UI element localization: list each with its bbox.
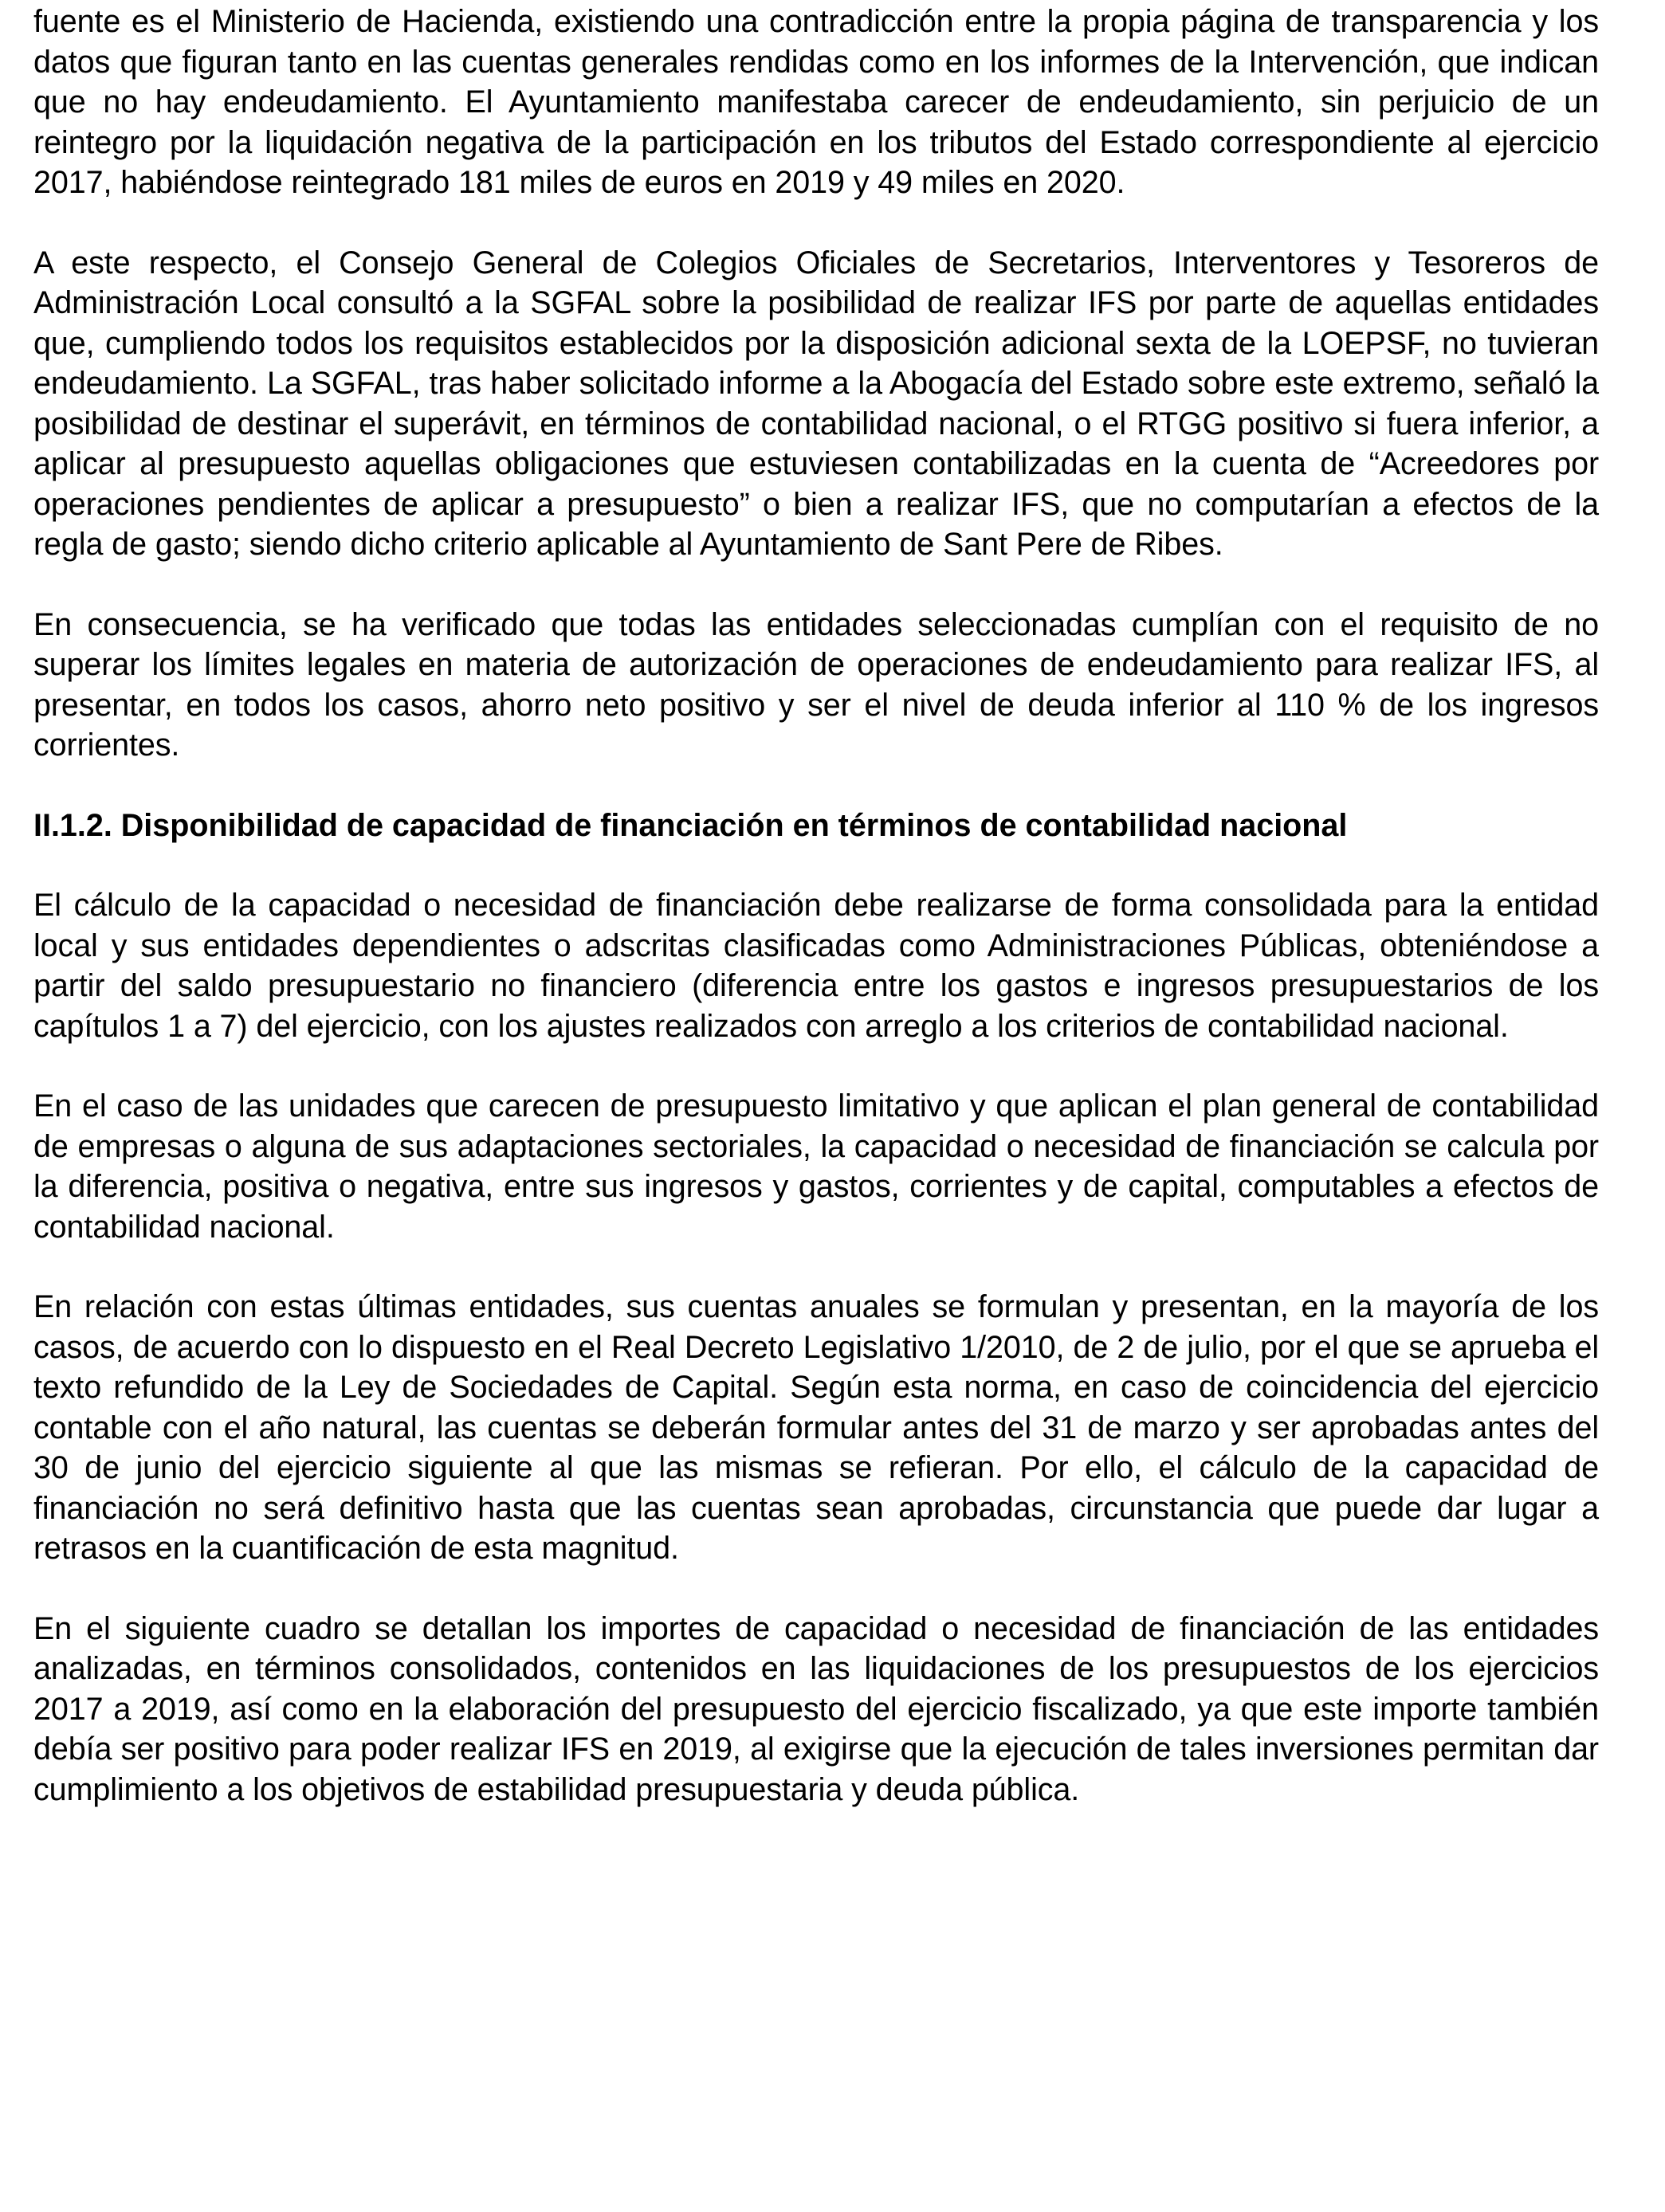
paragraph-endeudamiento-contradiccion: fuente es el Ministerio de Hacienda, existiendo una contradicción entre la propia página de transparencia y los datos que figuran tanto en las cuentas generales rendidas como en los informes de la Intervención, que indican que no hay endeudamiento. El Ayuntamiento manifestaba carecer de endeudamiento, sin perjuicio de un reintegro por la liquidación negativa de la participación en los tributos del Estado correspondiente al ejercicio 2017, habiéndose reintegrado 181 miles de euros en 2019 y 49 miles en 2020. [33,4,1599,200]
paragraph-calculo-capacidad: El cálculo de la capacidad o necesidad de financiación debe realizarse de forma consolidada para la entidad local y sus entidades dependientes o adscritas clasificadas como Administraciones Públicas, obteniéndose a partir del saldo presupuestario no financiero (diferencia entre los gastos e ingresos presupuestarios de los capítulos 1 a 7) del ejercicio, con los ajustes realizados con arreglo a los criterios de contabilidad nacional. [33,888,1599,1044]
paragraph-cuentas-anuales: En relación con estas últimas entidades, sus cuentas anuales se formulan y presentan, en la mayoría de los casos, de acuerdo con lo dispuesto en el Real Decreto Legislativo 1/2010, de 2 de julio, por el que se aprueba el texto refundido de la Ley de Sociedades de Capital. Según esta norma, en caso de coincidencia del ejercicio contable con el año natural, las cuentas se deberán formular antes del 31 de marzo y ser aprobadas antes del 30 de junio del ejercicio siguiente al que las mismas se refieran. Por ello, el cálculo de la capacidad de financiación no será definitivo hasta que las cuentas sean aprobadas, circunstancia que puede dar lugar a retrasos en la cuantificación de esta magnitud. [33,1289,1599,1566]
document-page [33,2,1599,1849]
paragraph-siguiente-cuadro: En el siguiente cuadro se detallan los importes de capacidad o necesidad de financiación de las entidades analizadas, en términos consolidados, contenidos en las liquidaciones de los presupuestos de los ejercicios 2017 a 2019, así como en la elaboración del presupuesto del ejercicio fiscalizado, ya que este importe también debía ser positivo para poder realizar IFS en 2019, al exigirse que la ejecución de tales inversiones permitan dar cumplimiento a los objetivos de estabilidad presupuestaria y deuda pública. [33,1610,1599,1807]
paragraph-unidades-sin-presupuesto: En el caso de las unidades que carecen de presupuesto limitativo y que aplican el plan general de contabilidad de empresas o alguna de sus adaptaciones sectoriales, la capacidad o necesidad de financiación se calcula por la diferencia, positiva o negativa, entre sus ingresos y gastos, corrientes y de capital, computables a efectos de contabilidad nacional. [33,1088,1599,1245]
paragraph-conclusion-limites: En consecuencia, se ha verificado que todas las entidades seleccionadas cumplían con el requisito de no superar los límites legales en materia de autorización de operaciones de endeudamiento para realizar IFS, al presentar, en todos los casos, ahorro neto positivo y ser el nivel de deuda inferior al 110 % de los ingresos corrientes. [33,606,1599,763]
section-heading: II.1.2. Disponibilidad de capacidad de financiación en términos de contabilidad nacional [33,807,1348,843]
paragraph-consulta-sgfal: A este respecto, el Consejo General de Colegios Oficiales de Secretarios, Interventores y Tesoreros de Administración Local consultó a la SGFAL sobre la posibilidad de realizar IFS por parte de aquellas entidades que, cumpliendo todos los requisitos establecidos por la disposición adicional sexta de la LOEPSF, no tuvieran endeudamiento. La SGFAL, tras haber solicitado informe a la Abogacía del Estado sobre este extremo, señaló la posibilidad de destinar el superávit, en términos de contabilidad nacional, o el RTGG positivo si fuera inferior, a aplicar al presupuesto aquellas obligaciones que estuviesen contabilizadas en la cuenta de “Acreedores por operaciones pendientes de aplicar a presupuesto” o bien a realizar IFS, que no computarían a efectos de la regla de gasto; siendo dicho criterio aplicable al Ayuntamiento de Sant Pere de Ribes. [33,245,1599,562]
